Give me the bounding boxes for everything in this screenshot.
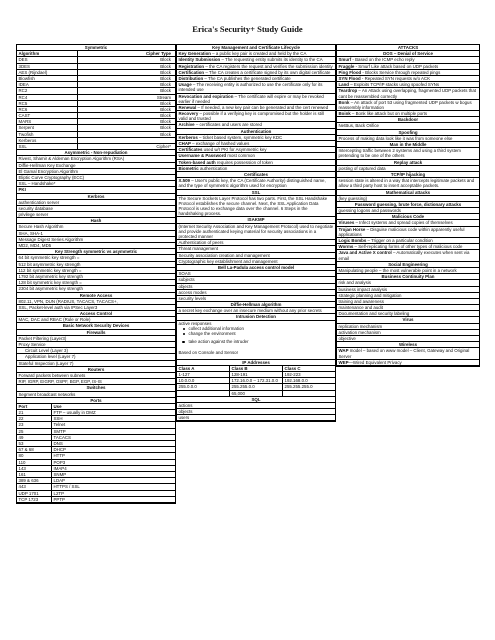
item-desc: – An Attack using overlapping, fragmented UDP packets that cant be reassembled correctly <box>338 88 476 99</box>
col-class-a: Class A <box>178 365 195 371</box>
table-cell: Block <box>77 57 175 62</box>
kerberos-list <box>17 200 175 219</box>
routers-list <box>17 373 175 385</box>
table-cell: SSL <box>18 144 27 149</box>
item-term: Fraggle <box>338 63 355 69</box>
table-cell: 143 <box>18 465 26 471</box>
section-header-social-engineering: Social Engineering <box>337 262 479 268</box>
list-item: 64 bit symmetric key strength = <box>17 255 175 261</box>
table-cell <box>177 391 229 396</box>
table-cell: RC2 <box>18 88 28 94</box>
item-desc: – The CA publishes the generated certificate <box>203 75 291 81</box>
list-item <box>337 227 479 238</box>
list-item: 128 bit symmetric key strength = <box>17 280 175 286</box>
item-term: SYN Flood <box>338 75 361 81</box>
section-header-remote-access: Remote Access <box>17 293 175 299</box>
list-item: 802.11, VPN, DUN (RADIUS, TACACS, TACACS+, <box>17 299 175 305</box>
item-term: Teardrop <box>338 88 358 94</box>
table-cell: RC5 <box>18 100 28 106</box>
table-cell: 161 <box>18 471 26 477</box>
item-desc: – The requesting entity submits its identity to the CA <box>220 57 323 63</box>
item-term: Key Generation <box>178 51 211 57</box>
table-cell: SSH <box>51 416 175 421</box>
table-cell: LDAP <box>51 478 175 483</box>
list-item: Stateful Inspection (Layer 7) <box>17 361 175 367</box>
isakmp-list <box>177 224 335 265</box>
table-cell: 23 <box>18 422 24 428</box>
key-strength-list <box>17 255 175 292</box>
list-item: users <box>177 415 335 421</box>
item-desc: model – based on www model – Client, Gateway and Original Server <box>338 348 470 359</box>
list-item: actions <box>177 403 335 409</box>
document-title: Erica's Security+ Study Guide <box>192 24 303 34</box>
section-header-bell-lapadula: Bell La-Padula access control model <box>177 265 335 271</box>
section-header-virus: Virus <box>337 317 479 323</box>
item-desc: – Trigger on a particular condition <box>366 238 433 243</box>
table-cell: Block <box>77 82 175 87</box>
item-desc: – a public key pair is created and held by the CA <box>210 51 307 57</box>
table-cell: 110 <box>18 459 26 465</box>
item-desc: – Bonk like attack but on multiple ports <box>350 111 428 117</box>
section-header-ports: Ports <box>17 398 175 404</box>
item-desc: - Repeated SYN requests w/o ACK <box>360 75 431 81</box>
col-use: Use <box>51 404 175 409</box>
bullet-item: collect additional information <box>179 326 334 331</box>
item-desc: – The certificate will expire or may be revoked earlier if needed <box>178 93 324 104</box>
item-desc: - Blocks Service through repeated pings <box>361 69 441 75</box>
table-cell: Blowfish <box>18 75 35 81</box>
item-desc: used w/I PKI for Asymmetric key <box>202 147 267 153</box>
hash-list <box>17 224 175 249</box>
item-desc: – Self-replicating forms of other types of malicious code <box>353 244 463 250</box>
table-cell: IDEA <box>18 82 29 88</box>
symmetric-table <box>17 57 175 150</box>
item-term: Land <box>338 82 349 88</box>
table-cell: 255.255.255.0 <box>282 384 335 389</box>
list-item: Message Digest Series Algorithm <box>17 237 175 243</box>
list-item: access modes <box>177 290 335 296</box>
item-term: CHAP <box>178 141 191 146</box>
list-item: business impact analysis <box>337 287 479 293</box>
list-item <box>337 88 479 99</box>
item-desc: - Smurf Like attack based on UDP packets <box>354 63 439 69</box>
item-desc: authentication <box>198 165 228 171</box>
list-item: RIP, IGRP, EIGRP, OSPF, BGP, EGP, IS-IS <box>17 379 175 385</box>
item-term: Revocation and expiration <box>178 93 234 99</box>
table-cell: 255.0.0.0 <box>178 384 197 390</box>
table-cell: HTTP <box>51 453 175 458</box>
list-item: security database <box>17 206 175 212</box>
list-item <box>337 250 479 261</box>
list-item: Packet Filtering (Layer3) <box>17 336 175 342</box>
item-desc: – ticket based system, symmetric key KDC <box>197 134 283 140</box>
item-term: Logic Bombs <box>338 238 367 243</box>
list-item: Threat management <box>177 246 335 252</box>
item-desc: – If needed, a new key pair can be generated and the cert renewed <box>196 104 329 110</box>
table-cell: 172.16.0.0 – 172.31.0.0 <box>229 378 282 383</box>
asymmetric-list <box>17 156 175 187</box>
tcp-hijacking-text: session state is altered in a way that intercepts legitimate packets and allow a third party host to insert acceptable packets. <box>337 178 479 189</box>
malicious-code-list <box>337 220 479 261</box>
ports-table <box>17 410 175 503</box>
list-item: 1792 bit asymmetric key strength <box>17 274 175 280</box>
section-header-diffie-hellman: Diffie-Hellman algorithm <box>177 302 335 308</box>
table-cell: DNS <box>51 441 175 446</box>
list-item <box>337 360 479 366</box>
item-desc: – exchange of hashed values <box>190 141 250 146</box>
social-engineering-text: Manipulating people – the most vulnerable point in a network <box>337 268 479 274</box>
virus-list <box>337 324 479 343</box>
list-item: Secure Hash Algorithm <box>17 224 175 230</box>
table-cell: Block <box>77 113 175 118</box>
item-term: Worms <box>338 244 354 250</box>
spoofing-text: Process of making data look like it was from someone else <box>337 136 479 142</box>
password-guessing-text: guessing logons and passwords <box>337 208 479 214</box>
list-item: Authentication of peers <box>177 240 335 246</box>
ip-table <box>177 372 335 397</box>
list-item: Documentation and security labeling <box>337 311 479 317</box>
list-item <box>177 111 335 122</box>
table-cell: 10.0.0.0 <box>178 378 195 384</box>
active-responses-label: active responses <box>178 320 212 326</box>
table-cell: Block <box>77 125 175 130</box>
section-header-mitm: Man in the Middle <box>337 142 479 148</box>
item-term: Trojan Horse <box>338 226 366 232</box>
item-term: Identity Submission <box>178 57 221 63</box>
item-term: Ping Flood <box>338 69 362 75</box>
list-item: strategic planning and mitigation <box>337 293 479 299</box>
list-item: Diffie-Hellman Key Exchange <box>17 163 175 169</box>
table-cell: PPTP <box>51 497 175 502</box>
item-desc: – Automatically executes when sent via email <box>338 250 470 261</box>
column-cryptography-network <box>16 44 176 504</box>
list-item: a secret key exchange over an insecure medium without any prior secrets <box>177 308 335 314</box>
table-cell: Twofish <box>18 131 34 137</box>
list-item: 2304 bit asymmetric key strength <box>17 286 175 292</box>
section-header-spoofing: Spoofing <box>337 130 479 136</box>
authentication-list <box>177 135 335 172</box>
mitm-text: Intercepting traffic between 2 systems and using a third system pretending to be one of the others <box>337 148 479 159</box>
replay-text: posting of captured data <box>337 166 479 172</box>
item-desc: – The receiving entity is authorized to use the certificate only for its intended use <box>178 82 323 93</box>
intrusion-detection-block <box>177 321 335 360</box>
list-item: Eliptic Curve Cryptography (ECC) <box>17 175 175 181</box>
table-cell: 21 <box>18 410 24 416</box>
table-cell: TCP 1723 <box>18 496 39 502</box>
table-cell: Block <box>77 64 175 69</box>
table-cell: Cipher* <box>77 144 175 149</box>
table-cell: Block <box>77 101 175 106</box>
table-cell: 67 & 68 <box>18 447 34 453</box>
item-desc: most common <box>226 153 255 159</box>
list-item: SSL, Packet-level auth via IPSec Layer3 <box>17 305 175 311</box>
section-header-key-management: Key Management and Certificate Lifecycle <box>177 45 335 51</box>
table-cell: 25 <box>18 428 24 434</box>
dos-list <box>337 57 479 117</box>
section-header-asymmetric: Asymmetric - Non-repudiation <box>17 150 175 156</box>
section-header-password-guessing: Password guessing, brute force, dictionary attacks <box>337 202 479 208</box>
item-desc: requires possession of token <box>215 159 273 165</box>
list-item: authentication server <box>17 200 175 206</box>
table-cell: MARS <box>18 119 32 125</box>
section-header-backdoor: Backdoor <box>337 117 479 123</box>
list-item: Segment broadcast networks <box>17 392 175 398</box>
ssl-text: The Secure Sockets Layer Protocol has two parts. First, the SSL Handshake Protocol establishes the secure channel. Next, the SSL Application Data Protocol is used to exchange data over the channel. 6 Steps in the handshaking process. <box>177 196 335 218</box>
list-item: SOAS <box>177 271 335 277</box>
item-term: WAP <box>338 348 349 354</box>
item-term: WEP <box>338 359 349 365</box>
table-cell: 128-191 <box>229 372 282 377</box>
table-cell: RC4 <box>18 94 28 100</box>
bell-lapadula-list <box>177 271 335 302</box>
table-cell: 255.255.0.0 <box>229 384 282 389</box>
backdoor-text: NetBus, Back Orifice <box>337 123 479 129</box>
business-continuity-list <box>337 280 479 317</box>
item-term: Archive <box>178 122 195 128</box>
list-item: Proxy Service <box>17 342 175 348</box>
section-header-malicious-code: Malicious Code <box>337 214 479 220</box>
section-header-replay: Replay attack <box>337 160 479 166</box>
key-management-list <box>177 51 335 128</box>
list-item: SSL – Handshake* <box>17 181 175 187</box>
item-term: Kerberos <box>178 134 198 140</box>
item-desc: - Based on the ICMP echo reply <box>351 57 415 63</box>
col-port: Port <box>18 403 28 409</box>
section-header-certificates: Certificates <box>177 172 335 178</box>
item-term: Distribution <box>178 75 204 81</box>
section-header-intrusion-detection: Intrusion Detection <box>177 314 335 320</box>
section-header-hash: Hash <box>17 218 175 224</box>
table-cell: UDP 1701 <box>18 490 39 496</box>
table-cell: HTTPS / SSL <box>51 484 175 489</box>
item-term: Renewal <box>178 104 197 110</box>
list-item: 112 bit symmetric key strength = <box>17 268 175 274</box>
section-header-tcp-hijacking: TCP/IP hijacking <box>337 172 479 178</box>
table-cell: 1-127 <box>178 371 190 377</box>
list-item: security levels <box>177 296 335 302</box>
item-term: Recovery <box>178 111 199 117</box>
section-header-business-continuity: Business Continuity Plan <box>337 274 479 280</box>
section-header-firewalls: Firewalls <box>17 330 175 336</box>
section-header-dos: DOS – Denial of Service <box>337 51 479 57</box>
item-term: Smurf <box>338 57 352 63</box>
table-row <box>17 497 175 503</box>
section-header-network-devices: Basic Network Security Devices <box>17 323 175 329</box>
table-cell: AES (Rijndael) <box>18 69 48 75</box>
item-desc: – certificates and users are stored <box>194 122 262 128</box>
table-cell: DHCP <box>51 447 175 452</box>
list-item: objective <box>337 336 479 342</box>
list-item: risk and analysis <box>337 280 479 286</box>
item-desc: —Wired Equivalent Privacy <box>348 359 402 365</box>
table-cell: 443 <box>18 484 26 490</box>
section-header-ssl: SSL <box>177 190 335 196</box>
list-item: objects <box>177 284 335 290</box>
item-desc: – possible if a verifying key is compromised but the holder is still valid and trusted <box>178 111 324 122</box>
section-header-access-control: Access Control <box>17 311 175 317</box>
table-cell: L2TP <box>51 491 175 496</box>
section-header-ip-addresses: IP Addresses <box>177 360 335 366</box>
remote-access-list <box>17 299 175 311</box>
item-term: Username & Password <box>178 153 227 159</box>
list-item: Circuit Level (Layer 3) <box>17 348 175 354</box>
bullet-item: take action against the intruder <box>179 339 334 344</box>
list-item: El Gamal Encryption Algorithm <box>17 169 175 175</box>
list-item: objects <box>177 409 335 415</box>
item-desc: – The CA creates a certificate signed by its own digital certificate <box>204 69 331 75</box>
item-term: Usage <box>178 82 192 88</box>
column-keys-protocols <box>176 44 336 422</box>
list-item: 512 bit asymmetric key strength <box>17 262 175 268</box>
item-desc: – the CA registers the request and verifies the submission identity <box>204 63 333 69</box>
table-cell: 53 <box>18 441 24 446</box>
table-cell: Block <box>77 70 175 75</box>
list-item: Forward packets between subnets <box>17 373 175 379</box>
table-cell: FTP – usually in DMZ <box>51 410 175 415</box>
item-term: Certification <box>178 69 205 75</box>
table-cell: 22 <box>18 416 24 422</box>
table-cell: IMAP4 <box>51 466 175 471</box>
list-item <box>177 82 335 93</box>
table-cell: SMTP <box>51 429 175 434</box>
table-cell: 192-223 <box>282 372 335 377</box>
item-term: Token-based auth <box>178 159 216 165</box>
col-class-c: Class C <box>282 366 335 371</box>
wireless-list <box>337 348 479 366</box>
table-cell <box>77 138 175 143</box>
item-term: Biometric <box>178 165 199 171</box>
list-item: Application level (Layer 7) <box>17 354 175 360</box>
item-term: Boink <box>338 111 351 117</box>
item-term: Certificates <box>178 147 203 153</box>
list-item: MD2, MD4, MD5 <box>17 243 175 249</box>
item-term: Viruses <box>338 220 355 226</box>
table-cell: Block <box>77 119 175 124</box>
col-cipher-type: Cipher Type <box>77 51 175 56</box>
table-cell: Telnet <box>51 422 175 427</box>
table-cell: 65,000 <box>229 391 282 396</box>
item-desc: – Disguise malicious code within apparently useful applications <box>338 226 465 237</box>
table-cell: POP3 <box>51 460 175 465</box>
pki-label: PKI <box>17 187 175 193</box>
list-item: activation mechanism <box>337 330 479 336</box>
table-cell: 80 <box>18 453 24 459</box>
section-header-switches: Switches <box>17 385 175 391</box>
list-item: replication mechanism <box>337 324 479 330</box>
section-header-kerberos: Kerbros <box>17 194 175 200</box>
list-item: privilege server <box>17 212 175 218</box>
table-cell: TACACS <box>51 435 175 440</box>
section-header-authentication: Authentication <box>177 129 335 135</box>
item-term: Java and Active X control <box>338 250 392 256</box>
list-item: training and awareness <box>337 299 479 305</box>
section-header-attacks: ATTACKS <box>337 45 479 51</box>
table-cell: Kerberos <box>18 137 37 143</box>
table-cell: Block <box>77 107 175 112</box>
mathematical-text: (key guessing) <box>337 196 479 202</box>
ids-basis-label: Based on Console and Sensor <box>178 350 239 356</box>
table-cell <box>282 391 335 396</box>
bullet-item: change the environment <box>179 331 334 336</box>
sql-list <box>177 403 335 422</box>
table-cell: Serpent <box>18 125 34 131</box>
list-item: MAC, DAC and RBAC (Rule or Role) <box>17 317 175 323</box>
list-item: Security association creation and management <box>177 253 335 259</box>
item-term: Bonk <box>338 99 350 105</box>
list-item: subjects <box>177 277 335 283</box>
section-header-routers: Routers <box>17 367 175 373</box>
firewalls-list <box>17 336 175 367</box>
list-item: Cryptographic key establishment and management <box>177 259 335 265</box>
table-cell: Block <box>77 76 175 81</box>
section-header-key-strength: Key Strength symmetric vs asymmetric <box>17 249 175 255</box>
table-cell: 192.168.0.0 <box>282 378 335 383</box>
table-cell: Stream <box>77 95 175 100</box>
item-desc: – Exploits TCP/IP stacks using spoofed SYNs <box>349 82 440 88</box>
section-header-wireless: Wireless <box>337 342 479 348</box>
certificates-text: X.509 – User's public key, the CA (Certificate Authority) distinguished name, and the type of symmetric algorithm used for encryption <box>177 178 335 189</box>
item-desc: – Infect systems and spread copies of themselves <box>354 220 453 226</box>
table-cell: SNMP <box>51 472 175 477</box>
list-item <box>337 100 479 111</box>
table-cell: 49 <box>18 434 24 440</box>
list-item: Rivest, Shamir & Aldeman Encryption Algorithm (RSA) <box>17 156 175 162</box>
table-cell: 3DES <box>18 63 30 69</box>
list-item: SHA, SHA-1 <box>17 231 175 237</box>
list-item <box>177 94 335 105</box>
table-cell: Block <box>77 132 175 137</box>
section-header-isakmp: ISAKMP <box>177 217 335 223</box>
table-cell: Block <box>77 88 175 93</box>
table-cell: CAST <box>18 113 31 119</box>
col-class-b: Class B <box>229 366 282 371</box>
item-desc: – An attack of port 53 using fragmented UDP packets w bogus reassembly information <box>338 99 472 110</box>
table-cell: RC6 <box>18 106 28 112</box>
section-header-symmetric: Symmetric <box>17 45 175 51</box>
list-item <box>337 348 479 359</box>
item-term: Registration <box>178 63 205 69</box>
section-header-sql: SQL <box>177 397 335 403</box>
section-header-mathematical: Mathematical attacks <box>337 190 479 196</box>
list-item: maintenance and audit <box>337 305 479 311</box>
table-cell: 389 & 636 <box>18 478 39 484</box>
list-item: (Internet Security Association and Key Management Protocol) used to negotiate and provide authenticated keying material for security associations in a protected manner <box>178 223 334 239</box>
table-cell: DES <box>18 57 28 63</box>
column-attacks <box>336 44 480 367</box>
col-algorithm: Algorithm <box>18 51 40 57</box>
